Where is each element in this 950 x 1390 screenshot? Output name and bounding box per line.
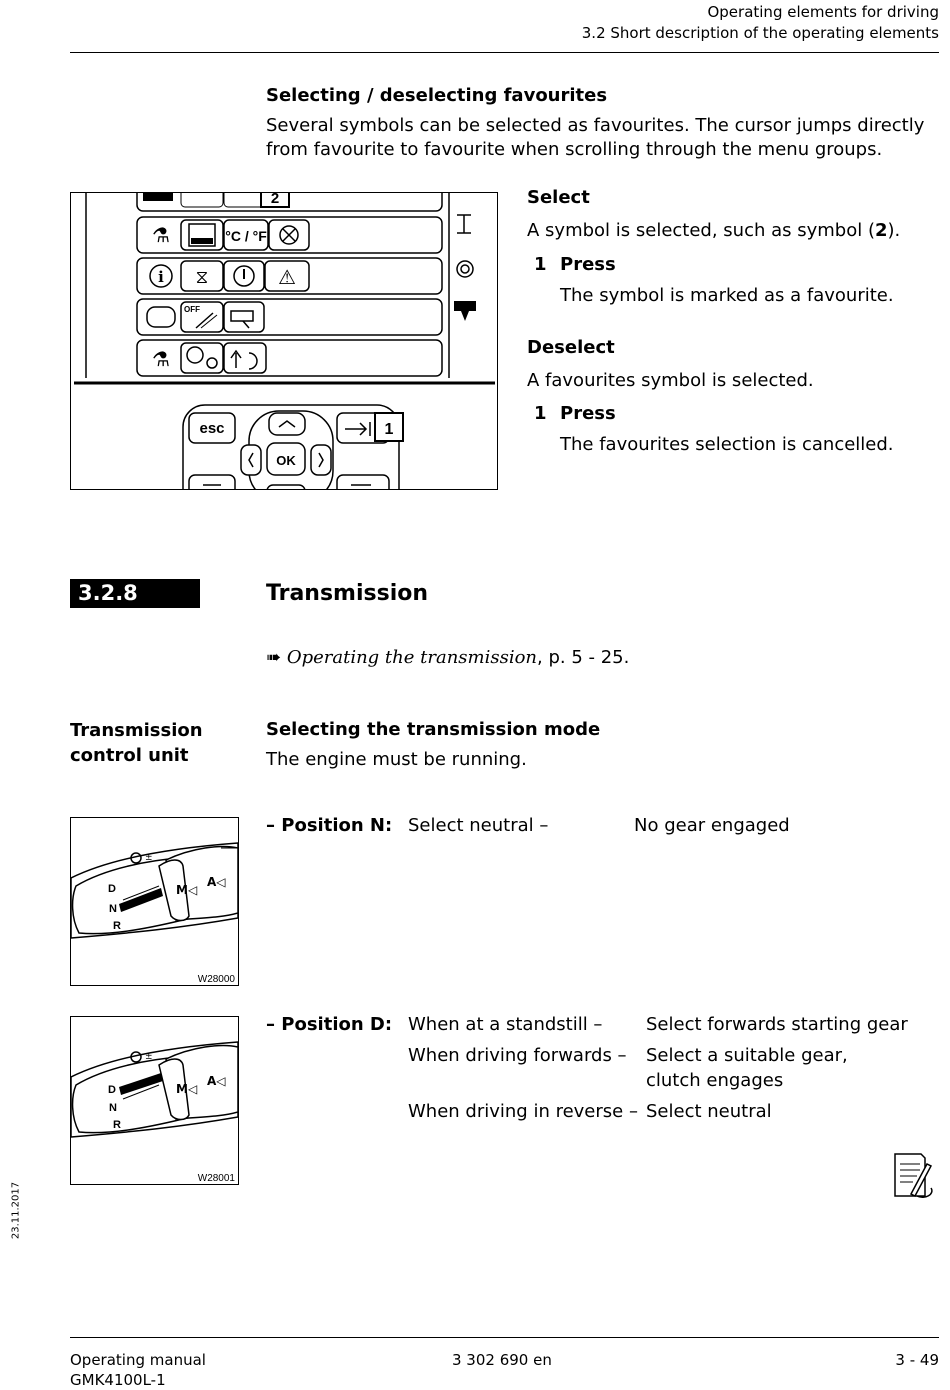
deselect-step-number: 1: [534, 403, 547, 424]
select-heading: Select: [527, 187, 590, 208]
position-d-condition-forwards: When driving forwards –: [408, 1045, 627, 1066]
lever-a-label-d: A◁: [207, 1074, 226, 1088]
footer-rule: [70, 1337, 939, 1338]
select-text-num: 2: [874, 220, 888, 241]
lever-n-label-d: N: [109, 1102, 117, 1114]
svg-text:⚠: ⚠: [278, 265, 296, 289]
deselect-result: The favourites selection is cancelled.: [560, 434, 894, 455]
running-header: [582, 2, 939, 44]
select-step-number: 1: [534, 254, 547, 275]
select-step-press: Press: [560, 254, 616, 275]
side-date: 23.11.2017: [10, 1181, 22, 1240]
reference-arrow-icon: ➠: [266, 647, 282, 668]
side-label: [70, 718, 203, 768]
position-n-condition: Select neutral –: [408, 815, 549, 836]
notes-icon: [891, 1150, 939, 1202]
lever-a-label-n: A◁: [207, 875, 226, 889]
deselect-heading: Deselect: [527, 337, 615, 358]
side-label-line1: Transmission: [70, 720, 203, 741]
plus-minus-label-d: ±: [145, 1052, 153, 1062]
position-d-result-standstill: Select forwards starting gear: [646, 1014, 908, 1035]
footer-manual-line2: GMK4100L-1: [70, 1371, 166, 1389]
footer-doc-number: 3 302 690 en: [452, 1351, 552, 1369]
callout-2: 2: [270, 193, 280, 207]
temperature-label: °C / °F: [225, 228, 267, 244]
deselect-text: A favourites symbol is selected.: [527, 370, 814, 391]
callout-1: 1: [384, 421, 394, 438]
side-label-line2: control unit: [70, 745, 189, 766]
esc-label: esc: [199, 420, 225, 437]
figure-id-w28001: W28001: [197, 1173, 235, 1184]
position-d-result-reverse: Select neutral: [646, 1101, 772, 1122]
lever-d-label-d: D: [108, 1084, 116, 1096]
lever-m-label-n: M◁: [176, 883, 198, 897]
lever-figure-neutral: [70, 817, 239, 986]
reference-title[interactable]: Operating the transmission: [286, 647, 538, 668]
position-d-result-forwards-2: clutch engages: [646, 1070, 784, 1091]
footer-manual-line1: Operating manual: [70, 1351, 206, 1369]
mode-text: The engine must be running.: [266, 749, 527, 770]
svg-text:⧖: ⧖: [195, 267, 209, 288]
position-n-label: – Position N:: [266, 815, 393, 836]
svg-text:⚗: ⚗: [152, 347, 170, 371]
cross-reference[interactable]: [266, 646, 629, 670]
favourites-intro: Several symbols can be selected as favourites. The cursor jumps directly from favourite to favourite when scrolling through the menu groups.: [266, 115, 925, 160]
position-d-condition-reverse: When driving in reverse –: [408, 1101, 638, 1122]
ok-label: OK: [276, 453, 296, 468]
select-text-pre: A symbol is selected, such as symbol (: [527, 220, 875, 241]
mode-heading: Selecting the transmission mode: [266, 719, 601, 740]
position-d-label: – Position D:: [266, 1014, 393, 1035]
plus-minus-label-n: ±: [145, 853, 153, 863]
reference-page: , p. 5 - 25.: [537, 647, 630, 668]
header-rule: [70, 52, 939, 53]
section-title: Transmission: [266, 581, 429, 606]
display-keypad-figure: [70, 192, 498, 490]
lever-r-label-d: R: [113, 1119, 121, 1131]
favourites-heading: Selecting / deselecting favourites: [266, 85, 608, 106]
lever-r-label-n: R: [113, 920, 121, 932]
off-label: OFF: [184, 305, 200, 314]
deselect-step-press: Press: [560, 403, 616, 424]
position-d-result-forwards: Select a suitable gear,: [646, 1045, 848, 1066]
select-text: [527, 219, 900, 243]
position-d-condition-standstill: When at a standstill –: [408, 1014, 603, 1035]
lever-m-label-d: M◁: [176, 1082, 198, 1096]
footer-manual: [70, 1350, 206, 1390]
position-n-result: No gear engaged: [634, 815, 790, 836]
svg-text:i: i: [158, 268, 164, 286]
header-chapter: Operating elements for driving: [707, 3, 939, 21]
select-text-post: ).: [887, 220, 901, 241]
figure-id-w28000: W28000: [197, 974, 235, 985]
lever-figure-drive: [70, 1016, 239, 1185]
footer-page-number: 3 - 49: [895, 1351, 939, 1369]
lever-n-label-n: N: [109, 903, 117, 915]
header-section: 3.2 Short description of the operating elements: [581, 24, 939, 42]
select-result: The symbol is marked as a favourite.: [560, 285, 894, 306]
lever-d-label-n: D: [108, 883, 116, 895]
section-number: 3.2.8: [70, 579, 200, 608]
svg-text:⚗: ⚗: [152, 223, 170, 247]
